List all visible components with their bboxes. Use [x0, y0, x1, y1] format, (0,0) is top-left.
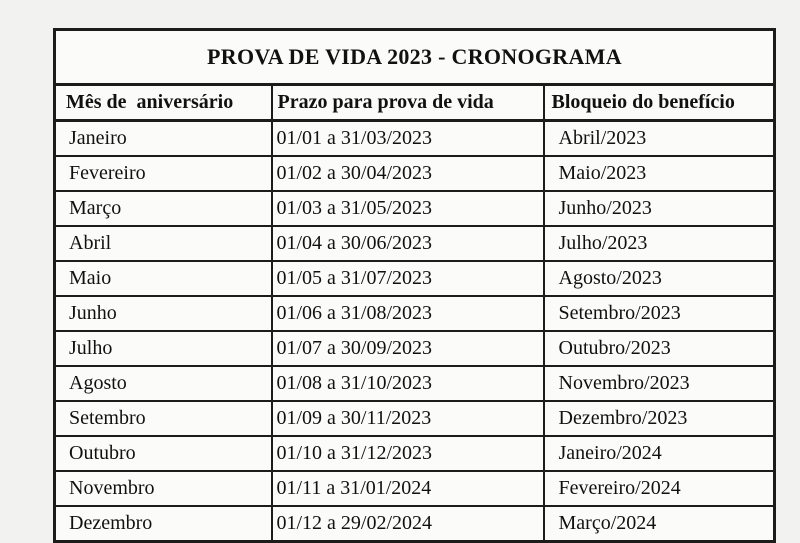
cell-block: Junho/2023 [544, 191, 775, 226]
cell-block: Agosto/2023 [544, 261, 775, 296]
column-header-birthday-month: Mês de aniversário [55, 85, 272, 121]
cell-month: Junho [55, 296, 272, 331]
table-header-row [55, 85, 775, 121]
table-row-abril [55, 226, 775, 261]
cell-month: Dezembro [55, 506, 272, 542]
cell-block: Janeiro/2024 [544, 436, 775, 471]
cell-month: Maio [55, 261, 272, 296]
cell-block: Setembro/2023 [544, 296, 775, 331]
table-row-fevereiro [55, 156, 775, 191]
cell-block: Dezembro/2023 [544, 401, 775, 436]
cell-month: Abril [55, 226, 272, 261]
cell-month: Julho [55, 331, 272, 366]
cell-deadline: 01/12 a 29/02/2024 [272, 506, 544, 542]
cell-block: Março/2024 [544, 506, 775, 542]
prova-de-vida-schedule [53, 28, 773, 534]
cell-deadline: 01/09 a 30/11/2023 [272, 401, 544, 436]
cell-month: Janeiro [55, 121, 272, 157]
cell-month: Agosto [55, 366, 272, 401]
cell-deadline: 01/03 a 31/05/2023 [272, 191, 544, 226]
cell-deadline: 01/07 a 30/09/2023 [272, 331, 544, 366]
table-row-junho [55, 296, 775, 331]
cell-month: Novembro [55, 471, 272, 506]
table-title-row [55, 30, 775, 85]
cell-month: Setembro [55, 401, 272, 436]
table-title: PROVA DE VIDA 2023 - CRONOGRAMA [55, 30, 775, 85]
schedule-table [53, 28, 776, 543]
cell-month: Outubro [55, 436, 272, 471]
table-row-novembro [55, 471, 775, 506]
table-row-marco [55, 191, 775, 226]
cell-deadline: 01/01 a 31/03/2023 [272, 121, 544, 157]
cell-deadline: 01/06 a 31/08/2023 [272, 296, 544, 331]
cell-month: Fevereiro [55, 156, 272, 191]
table-row-janeiro [55, 121, 775, 157]
cell-deadline: 01/04 a 30/06/2023 [272, 226, 544, 261]
column-header-proof-deadline: Prazo para prova de vida [272, 85, 544, 121]
table-row-dezembro [55, 506, 775, 542]
cell-deadline: 01/02 a 30/04/2023 [272, 156, 544, 191]
table-row-outubro [55, 436, 775, 471]
cell-block: Julho/2023 [544, 226, 775, 261]
cell-block: Outubro/2023 [544, 331, 775, 366]
cell-month: Março [55, 191, 272, 226]
cell-block: Fevereiro/2024 [544, 471, 775, 506]
table-row-julho [55, 331, 775, 366]
cell-deadline: 01/11 a 31/01/2024 [272, 471, 544, 506]
cell-block: Maio/2023 [544, 156, 775, 191]
column-header-benefit-block: Bloqueio do benefício [544, 85, 775, 121]
cell-deadline: 01/10 a 31/12/2023 [272, 436, 544, 471]
table-row-agosto [55, 366, 775, 401]
cell-deadline: 01/05 a 31/07/2023 [272, 261, 544, 296]
table-row-setembro [55, 401, 775, 436]
cell-deadline: 01/08 a 31/10/2023 [272, 366, 544, 401]
cell-block: Abril/2023 [544, 121, 775, 157]
table-row-maio [55, 261, 775, 296]
cell-block: Novembro/2023 [544, 366, 775, 401]
